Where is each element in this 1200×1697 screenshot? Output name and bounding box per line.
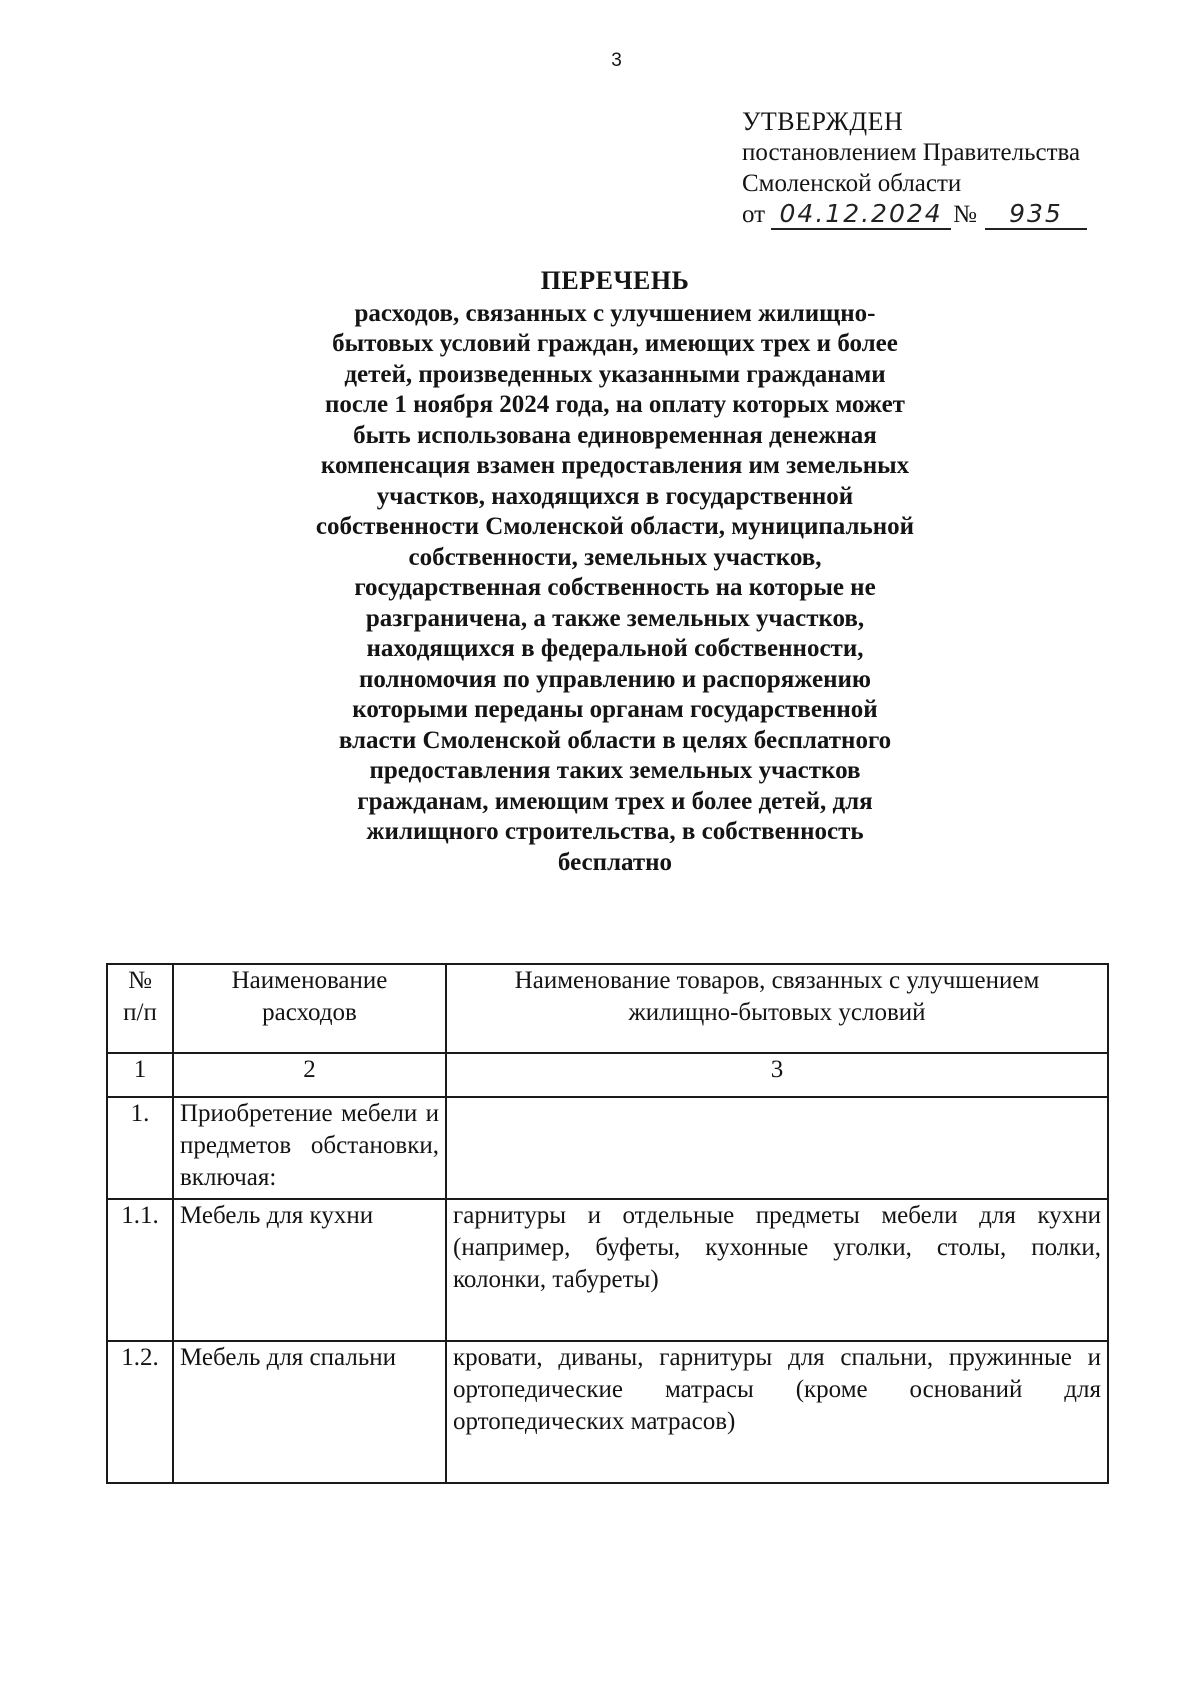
heading-line: которыми переданы органам государственной — [352, 696, 878, 723]
heading-line: участков, находящихся в государственной — [376, 482, 854, 510]
heading-line: собственности Смоленской области, муниципальной — [315, 513, 915, 540]
heading-line: компенсация взамен предоставления им земельных — [320, 452, 910, 479]
heading-line: предоставления таких земельных участков — [369, 757, 861, 784]
table-row — [107, 1341, 1108, 1483]
column-index-row — [107, 1053, 1108, 1097]
heading-line: расходов, связанных с улучшением жилищно- — [354, 299, 876, 327]
table-row — [107, 1199, 1108, 1341]
date-prefix: от — [742, 201, 766, 228]
heading-line: жилищного строительства, в собственность — [366, 818, 864, 845]
heading-line: бесплатно — [557, 848, 673, 876]
handwritten-number: 935 — [985, 200, 1087, 230]
expenses-table — [106, 963, 1109, 1484]
column-index: 1 — [107, 1053, 173, 1097]
heading-line: детей, произведенных указанными гражданами — [344, 360, 886, 388]
approval-date-line — [742, 199, 1162, 230]
heading-line: бытовых условий граждан, имеющих трех и более — [332, 330, 898, 357]
table-header-row — [107, 964, 1108, 1053]
header-num-line-1: № — [128, 967, 152, 994]
header-goods — [446, 964, 1108, 1053]
heading-title: ПЕРЕЧЕНЬ — [540, 266, 690, 295]
header-num — [107, 964, 173, 1053]
heading-line: полномочия по управлению и распоряжению — [358, 665, 872, 693]
heading-line: разграничена, а также земельных участков, — [365, 604, 865, 632]
heading-line: после 1 ноября 2024 года, на оплату которых может — [325, 391, 905, 418]
approval-title: УТВЕРЖДЕН — [742, 107, 904, 136]
page-number: 3 — [611, 50, 622, 71]
table-row — [107, 1097, 1108, 1199]
heading-line: находящихся в федеральной собственности, — [366, 635, 864, 662]
heading-line: быть использована единовременная денежная — [353, 421, 877, 449]
approval-line-2: Смоленской области — [742, 170, 962, 197]
heading-line: гражданам, имеющим трех и более детей, для — [357, 787, 873, 815]
header-goods-line-2: жилищно-бытовых условий — [628, 999, 926, 1026]
header-name-line-2: расходов — [262, 999, 357, 1026]
header-num-line-2: п/п — [123, 999, 157, 1026]
approval-line-1: постановлением Правительства — [742, 139, 1081, 166]
column-index: 3 — [446, 1053, 1108, 1097]
row-number: 1. — [107, 1097, 173, 1199]
heading-line: государственная собственность на которые не — [354, 574, 876, 601]
header-name — [173, 964, 446, 1053]
header-goods-line-1: Наименование товаров, связанных с улучшением — [514, 967, 1040, 994]
row-goods: гарнитуры и отдельные предметы мебели для кухни (например, буфеты, кухонные уголки, столы, полки, колонки, табуреты) — [446, 1199, 1108, 1341]
approval-stamp — [742, 106, 1162, 230]
handwritten-date: 04.12.2024 — [771, 200, 951, 230]
row-number: 1.2. — [107, 1341, 173, 1483]
row-expense-name: Мебель для кухни — [173, 1199, 446, 1341]
column-index: 2 — [173, 1053, 446, 1097]
row-goods — [446, 1097, 1108, 1199]
document-heading — [240, 266, 990, 878]
row-number: 1.1. — [107, 1199, 173, 1341]
header-name-line-1: Наименование — [231, 967, 388, 994]
heading-line: власти Смоленской области в целях бесплатного — [338, 726, 892, 754]
row-expense-name: Мебель для спальни — [173, 1341, 446, 1483]
heading-line: собственности, земельных участков, — [408, 543, 822, 571]
row-goods: кровати, диваны, гарнитуры для спальни, пружинные и ортопедические матрасы (кроме оснований для ортопедических матрасов) — [446, 1341, 1108, 1483]
number-sign: № — [953, 201, 977, 228]
row-expense-name: Приобретение мебели и предметов обстановки, включая: — [173, 1097, 446, 1199]
